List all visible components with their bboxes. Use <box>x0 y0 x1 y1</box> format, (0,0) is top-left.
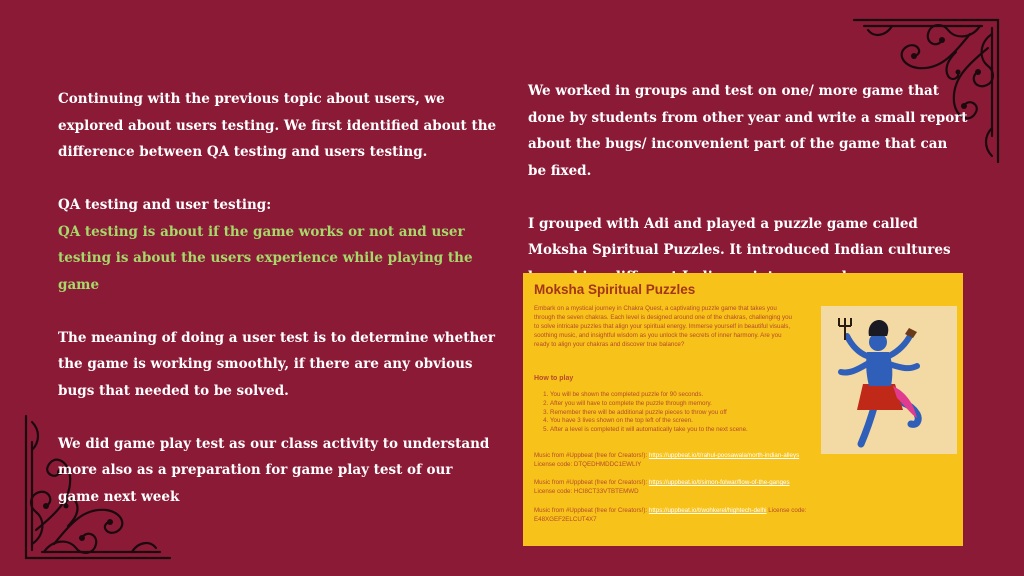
activity-paragraph: We did game play test as our class activity to understand more also as a preparation for game play test of our game next week <box>58 435 490 505</box>
paragraph-spacer <box>58 404 498 431</box>
right-text-column <box>528 78 968 290</box>
music-credit <box>534 507 809 525</box>
how-to-play-steps <box>534 391 825 435</box>
credit-prefix: Music from #Uppbeat (free for Creators!): <box>534 452 648 459</box>
how-to-play-step: 1. You will be shown the completed puzzle for 90 seconds. <box>550 391 825 400</box>
credit-link[interactable]: https://uppbeat.io/t/wohkerel/hightech-delhi <box>648 507 767 514</box>
how-to-play-step: 4. You have 3 lives shown on the top left of the screen. <box>550 417 825 426</box>
how-to-play-heading: How to play <box>534 375 574 382</box>
puzzle-image <box>821 306 957 454</box>
intro-paragraph: Continuing with the previous topic about users, we explored about users testing. We first identified about the difference between QA testing and users testing. <box>58 91 497 160</box>
left-text-column <box>58 86 498 510</box>
meaning-paragraph: The meaning of doing a user test is to determine whether the game is working smoothly, if there are any obvious bugs that needed to be solved. <box>58 329 495 399</box>
credit-prefix: Music from #Uppbeat (free for Creators!): <box>534 479 648 486</box>
how-to-play-step: 5. After a level is completed it will automatically take you to the next scene. <box>550 426 825 435</box>
game-title: Moksha Spiritual Puzzles <box>534 282 696 297</box>
groups-paragraph: We worked in groups and test on one/ more game that done by students from other year and write a small report about the bugs/ inconvenient part of the game that can be fixed. <box>528 83 968 179</box>
credit-license: License code: DTQEDHMDDC1EWLIY <box>534 460 642 468</box>
qa-definition: QA testing is about if the game works or not and user testing is about the users experience while playing the game <box>58 223 473 293</box>
grouped-with-paragraph: I grouped with Adi and played a puzzle game called Moksha Spiritual Puzzles. It introduced Indian cultures <box>528 215 951 258</box>
paragraph-spacer <box>528 184 968 211</box>
music-credit <box>534 452 809 470</box>
qa-heading: QA testing and user testing: <box>58 197 272 213</box>
dancing-figure-icon <box>821 306 957 454</box>
paragraph-spacer <box>58 298 498 325</box>
how-to-play-step: 2. After you will have to complete the puzzle through memory. <box>550 400 825 409</box>
credit-license: License code: HCI8CT33VTBTEMWD <box>534 487 639 495</box>
game-intro-text: Embark on a mystical journey in Chakra Quest, a captivating puzzle game that takes you through the seven chakras. Each level is designed around one of the chakras, challenging you to solve intricate puzzles that align your spiritual energy. Immerse yourself in beautiful visuals, soothing music, and insightful wisdom as you unlock the secrets of inner harmony. Are you ready to align your chakras and discover true balance? <box>534 305 792 348</box>
credit-license: License code: E48XGEF2ELCUT4X7 <box>534 507 807 523</box>
how-to-play-step: 3. Remember there will be additional puzzle pieces to throw you off <box>550 409 825 418</box>
paragraph-spacer <box>58 166 498 193</box>
credit-prefix: Music from #Uppbeat (free for Creators!): <box>534 507 648 514</box>
credit-link[interactable]: https://uppbeat.io/t/rahul-poosawala/north-indian-alleys <box>648 452 800 459</box>
game-screenshot <box>523 273 963 546</box>
music-credit <box>534 479 809 497</box>
credit-link[interactable]: https://uppbeat.io/t/simon-folwar/flow-of-the-ganges <box>648 479 790 486</box>
